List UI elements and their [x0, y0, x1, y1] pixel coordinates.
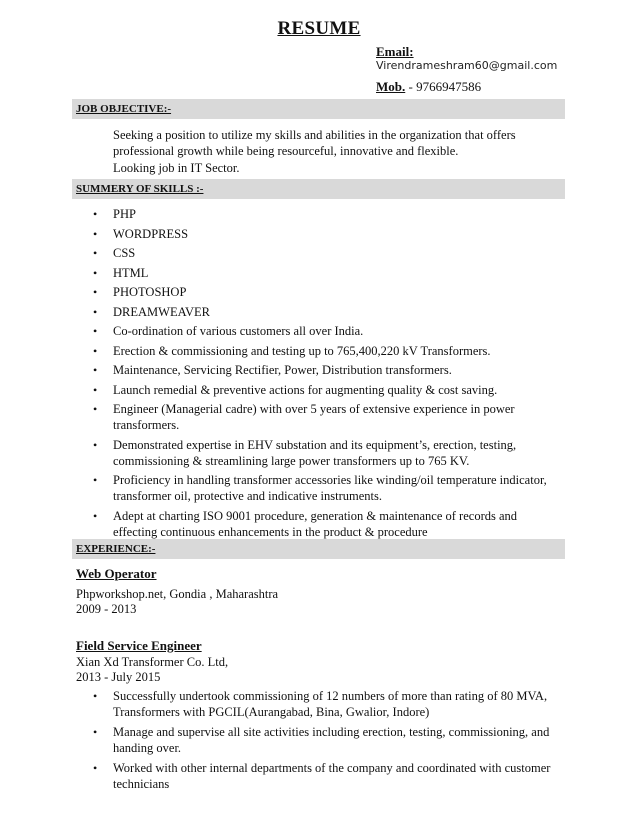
bullet-icon: •: [93, 363, 98, 377]
skills-heading: SUMMERY OF SKILLS :-: [72, 179, 565, 199]
list-item-line: PHP: [113, 207, 136, 221]
list-item-line: WORDPRESS: [113, 226, 189, 241]
bullet-icon: •: [93, 473, 98, 487]
list-item-line: transformer oil, protective and indicative instruments.: [113, 489, 383, 503]
list-item-line: Co-ordination of various customers all over India.: [113, 324, 364, 338]
bullet-icon: •: [93, 343, 98, 358]
job1-period: 2009 - 2013: [76, 602, 137, 616]
list-item-line: technicians: [113, 777, 170, 791]
list-item-line: Engineer (Managerial cadre) with over 5 years of extensive experience in power: [113, 402, 515, 416]
list-item-line: HTML: [113, 265, 149, 280]
mobile-value: - 9766947586: [405, 79, 482, 94]
objective-line: professional growth while being resourceful, innovative and flexible.: [113, 144, 459, 158]
list-item-line: Successfully undertook commissioning of 12 numbers of more than rating of 80 MVA,: [113, 689, 548, 703]
bullet-icon: •: [93, 304, 98, 319]
job2-period: 2013 - July 2015: [76, 670, 161, 684]
bullet-icon: •: [93, 689, 98, 703]
job2-duties-list: [93, 688, 563, 792]
list-item-line: Worked with other internal departments of the company and coordinated with customer: [113, 761, 551, 775]
bullet-icon: •: [93, 207, 98, 221]
list-item: [93, 472, 563, 504]
objective-line: Seeking a position to utilize my skills and abilities in the organization that offers: [113, 128, 516, 142]
bullet-icon: •: [93, 226, 98, 241]
list-item: [93, 362, 563, 378]
list-item: [93, 206, 563, 222]
list-item-line: DREAMWEAVER: [113, 304, 210, 319]
list-item-line: transformers.: [113, 418, 180, 432]
bullet-icon: •: [93, 265, 98, 280]
list-item-line: Maintenance, Servicing Rectifier, Power, Distribution transformers.: [113, 363, 452, 377]
list-item: [93, 245, 563, 261]
list-item-line: PHOTOSHOP: [113, 285, 187, 299]
bullet-icon: •: [93, 761, 98, 775]
objective-text: [113, 127, 553, 159]
job1-company: Phpworkshop.net, Gondia , Maharashtra: [76, 587, 279, 601]
list-item-line: Erection & commissioning and testing up to 765,400,220 kV Transformers.: [113, 343, 491, 358]
bullet-icon: •: [93, 246, 98, 260]
bullet-icon: •: [93, 382, 98, 397]
list-item: [93, 437, 563, 469]
bullet-icon: •: [93, 725, 98, 739]
list-item-line: Manage and supervise all site activities including erection, testing, commissioning, and: [113, 725, 550, 739]
bullet-icon: •: [93, 402, 98, 416]
list-item-line: Adept at charting ISO 9001 procedure, generation & maintenance of records and: [113, 508, 518, 523]
list-item: [93, 508, 563, 540]
list-item-line: Launch remedial & preventive actions for augmenting quality & cost saving.: [113, 382, 498, 397]
list-item: [93, 760, 563, 792]
list-item-line: Demonstrated expertise in EHV substation and its equipment’s, erection, testing,: [113, 437, 517, 452]
email-label: Email:: [376, 44, 414, 59]
resume-title: RESUME: [277, 18, 361, 39]
list-item: [93, 688, 563, 720]
list-item: [93, 343, 563, 359]
experience-heading: EXPERIENCE:-: [72, 539, 565, 559]
list-item: [93, 401, 563, 433]
mobile-label: Mob.: [376, 79, 406, 94]
list-item-line: Transformers with PGCIL(Aurangabad, Bina, Gwalior, Indore): [113, 705, 430, 719]
job-objective-heading: JOB OBJECTIVE:-: [72, 99, 565, 119]
job2-title: Field Service Engineer: [76, 638, 202, 653]
list-item: [93, 724, 563, 756]
list-item: [93, 284, 563, 300]
list-item-line: effecting continuous enhancements in the product & procedure: [113, 524, 428, 539]
list-item: [93, 304, 563, 320]
list-item: [93, 382, 563, 398]
list-item: [93, 226, 563, 242]
list-item-line: Proficiency in handling transformer accessories like winding/oil temperature indicator,: [113, 473, 547, 487]
bullet-icon: •: [93, 285, 98, 299]
bullet-icon: •: [93, 437, 98, 452]
mobile-line: [376, 79, 481, 95]
email-value[interactable]: Virendrameshram60@gmail.com: [376, 59, 558, 72]
bullet-icon: •: [93, 324, 98, 338]
bullet-icon: •: [93, 508, 98, 523]
list-item-line: commissioning & streamlining large power transformers up to 765 KV.: [113, 453, 470, 468]
list-item: [93, 323, 563, 339]
list-item: [93, 265, 563, 281]
list-item-line: CSS: [113, 246, 136, 260]
list-item-line: handing over.: [113, 741, 182, 755]
skills-list: [93, 206, 563, 540]
job1-title: Web Operator: [76, 566, 157, 581]
job2-company: Xian Xd Transformer Co. Ltd,: [76, 655, 229, 669]
objective-it-sector: Looking job in IT Sector.: [113, 161, 240, 175]
